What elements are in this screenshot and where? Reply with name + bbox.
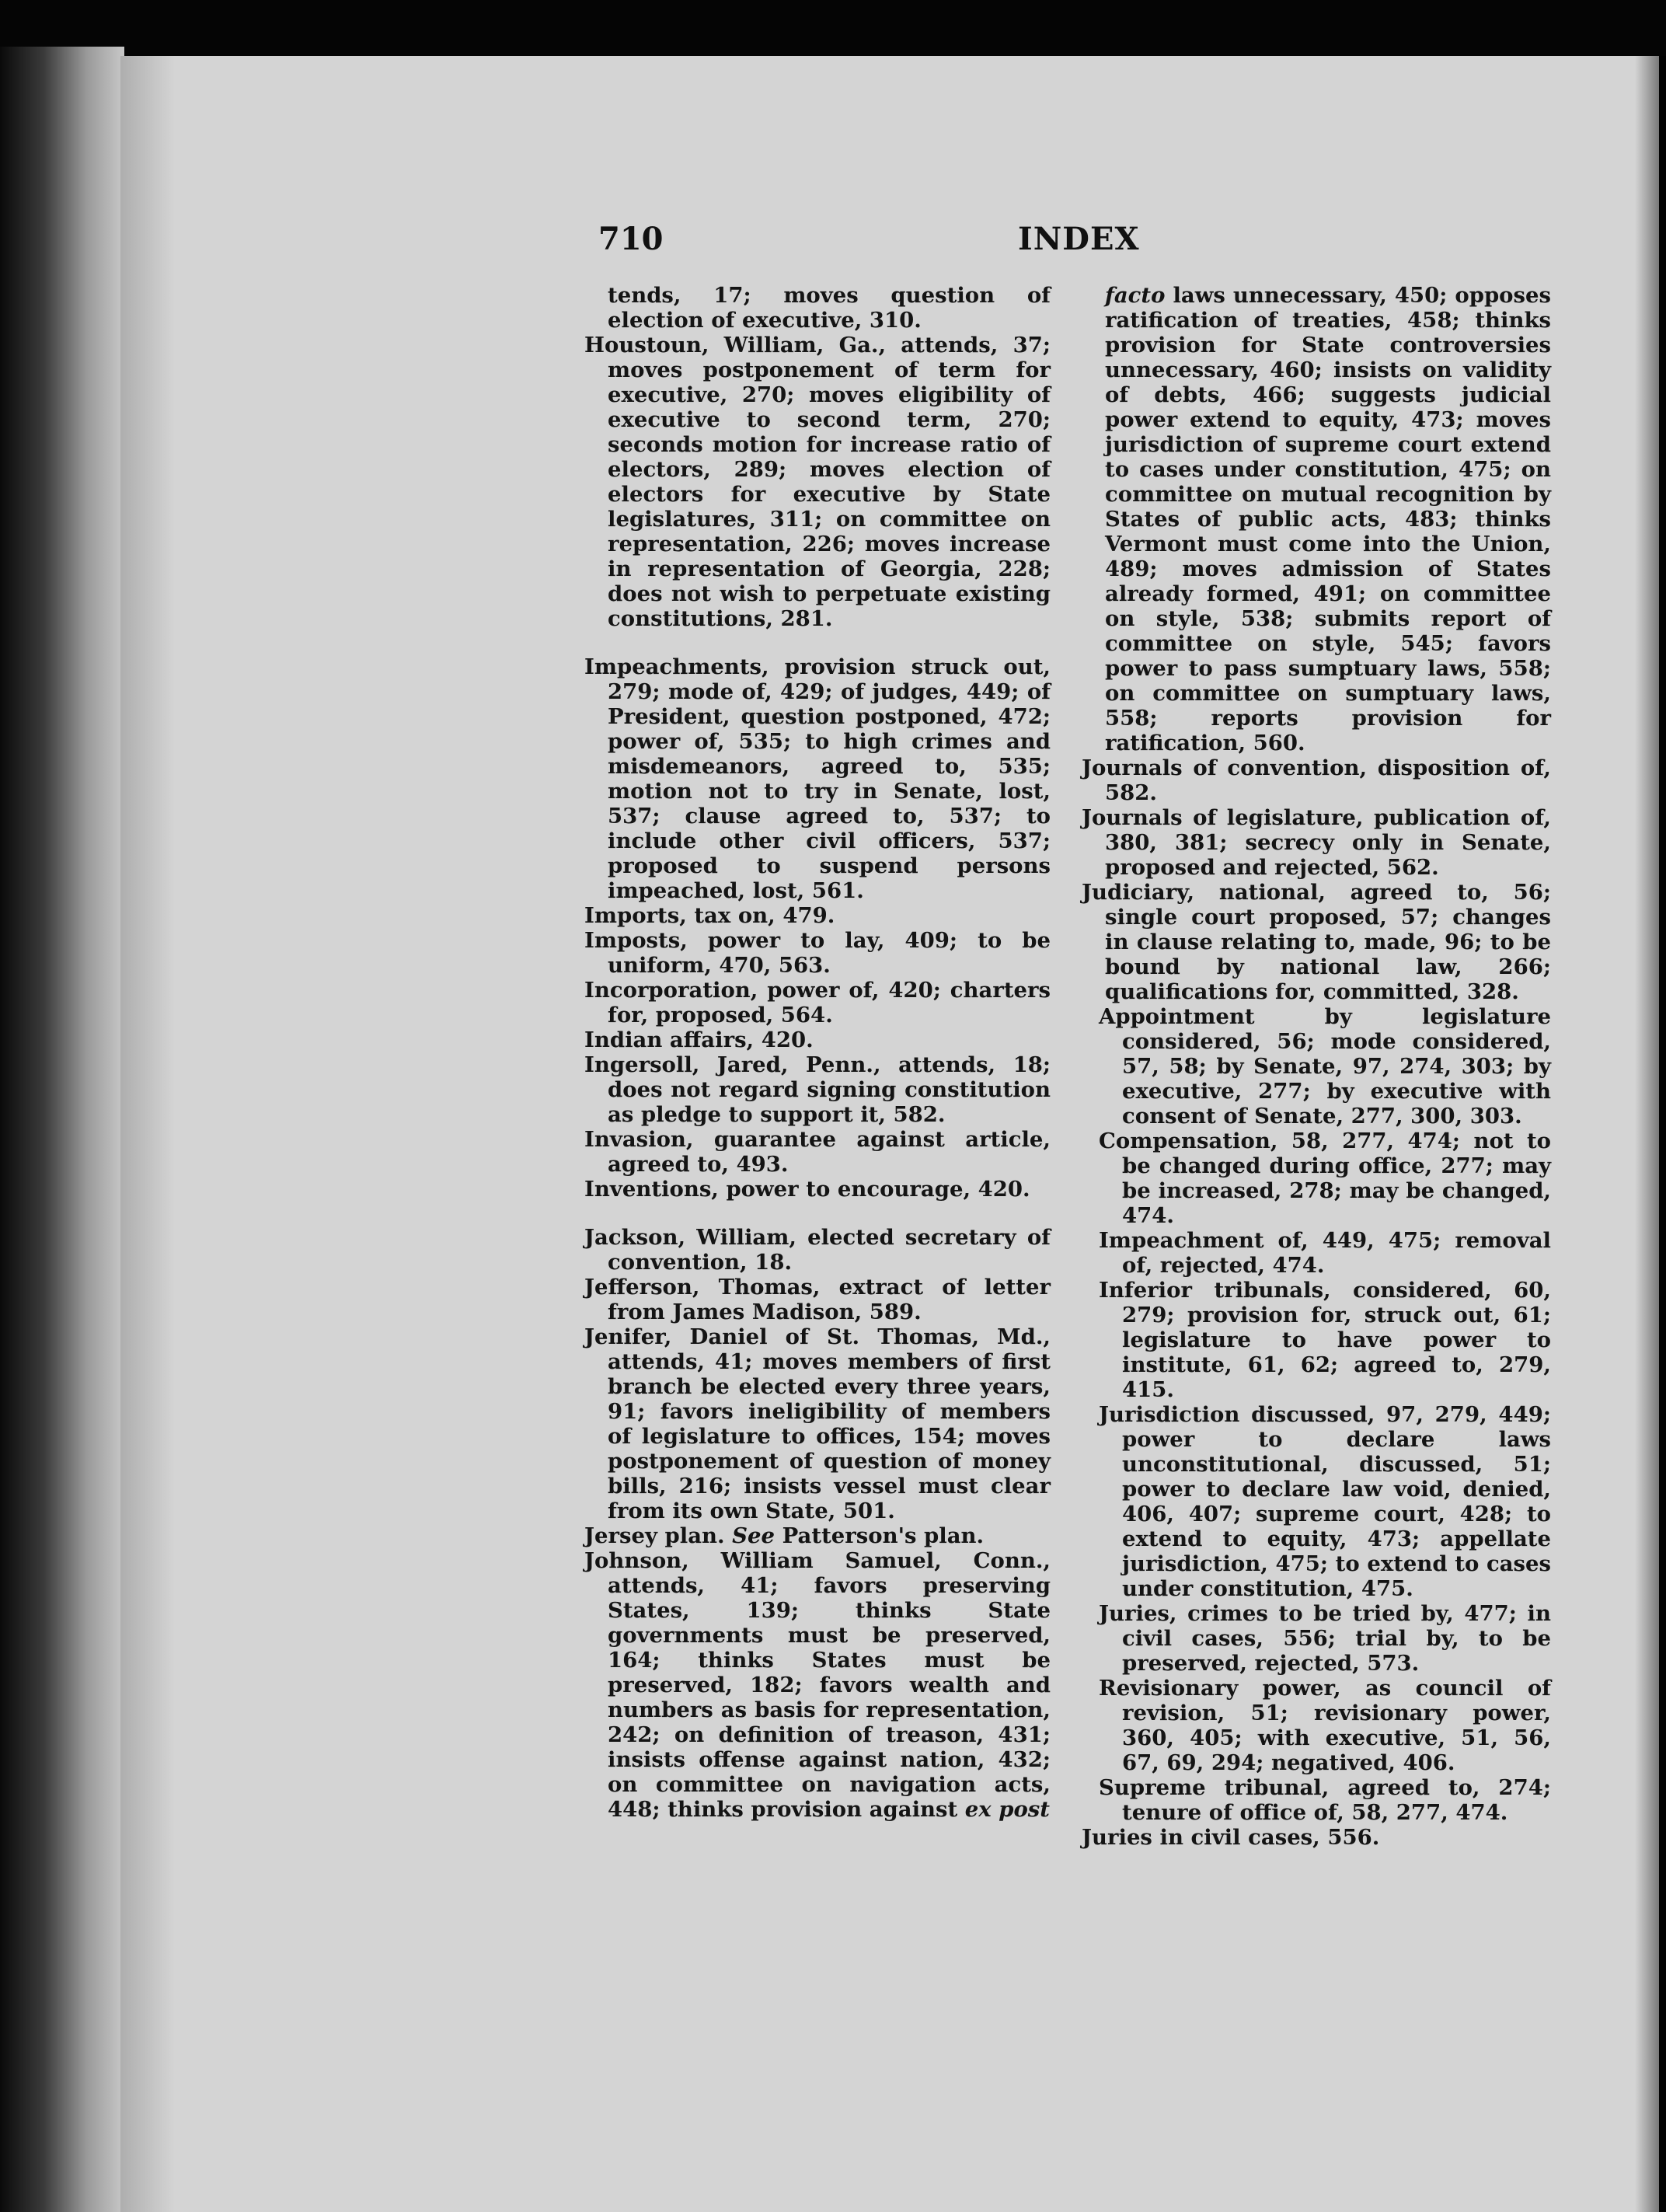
index-entry: Juries in civil cases, 556.: [1082, 1825, 1380, 1850]
latin-term: facto: [1105, 283, 1166, 308]
index-entry: [584, 1548, 1051, 1822]
running-head: INDEX: [1018, 221, 1140, 257]
index-entry: Indian affairs, 420.: [584, 1027, 814, 1052]
index-subentry: Inferior tribunals, considered, 60, 279; provision for, struck out, 61; legislature to have power to institute, 61, 62; agreed to, 279, 415.: [1099, 1278, 1551, 1402]
index-entry: Judiciary, national, agreed to, 56; single court proposed, 57; changes in clause relating to, made, 96; to be bound by national law, 266; qualifications for, committed, 328.: [1082, 880, 1551, 1004]
index-entry-continued: tends, 17; moves question of election of executive, 310.: [608, 283, 1051, 333]
index-entry: Impeachments, provision struck out, 279; mode of, 429; of judges, 449; of President, question postponed, 472; power of, 535; to high crimes and misdemeanors, agreed to, 535; motion not to try in Senate, lost, 537; clause agreed to, 537; to include other civil officers, 537; proposed to suspend persons impeached, lost, 561.: [584, 654, 1051, 903]
index-column-right: [1082, 283, 1551, 1850]
index-entry: Incorporation, power of, 420; charters for, proposed, 564.: [584, 978, 1051, 1027]
index-subentry: Supreme tribunal, agreed to, 274; tenure of office of, 58, 277, 474.: [1099, 1775, 1551, 1825]
latin-term: ex post: [964, 1797, 1050, 1822]
entry-text: Jersey plan.: [584, 1523, 733, 1548]
entry-text: Johnson, William Samuel, Conn., attends, 41; favors preserving States, 139; thinks State governments must be preserved, 164; thinks States must be preserved, 182; favors wealth and numbers as basis for representation, 242; on definition of treason, 431; insists offense against nation, 432; on committee on navigation acts, 448; thinks provision against: [584, 1548, 1051, 1822]
index-entry: Houstoun, William, Ga., attends, 37; moves postponement of term for executive, 270; moves eligibility of executive to second term, 270; seconds motion for increase ratio of electors, 289; moves election of electors for executive by State legislatures, 311; on committee on representation, 226; moves increase in representation of Georgia, 228; does not wish to perpetuate existing constitutions, 281.: [584, 333, 1051, 631]
entry-text: Patterson's plan.: [775, 1523, 985, 1548]
see-reference: See: [732, 1523, 775, 1548]
index-subentry: Juries, crimes to be tried by, 477; in civil cases, 556; trial by, to be preserved, rejected, 573.: [1099, 1601, 1551, 1676]
entry-gap: [584, 631, 1051, 654]
entry-gap: [584, 1202, 1051, 1225]
index-subentry: Jurisdiction discussed, 97, 279, 449; power to declare laws unconstitutional, discussed, 51; power to declare law void, denied, 406, 407; supreme court, 428; to extend to equity, 473; appellate jurisdiction, 475; to extend to cases under constitution, 475.: [1099, 1402, 1551, 1601]
page-header: [598, 221, 1140, 267]
index-entry: Invasion, guarantee against article, agreed to, 493.: [584, 1127, 1051, 1177]
index-entry: Ingersoll, Jared, Penn., attends, 18; does not regard signing constitution as pledge to support it, 582.: [584, 1052, 1051, 1127]
index-entry: [584, 1523, 1051, 1548]
index-entry: Inventions, power to encourage, 420.: [584, 1177, 1030, 1202]
index-entry: Journals of convention, disposition of, 582.: [1082, 755, 1551, 805]
index-subentry: Revisionary power, as council of revision, 51; revisionary power, 360, 405; with executive, 51, 56, 67, 69, 294; negatived, 406.: [1099, 1676, 1551, 1775]
index-subentry: Appointment by legislature considered, 56; mode considered, 57, 58; by Senate, 97, 274, 303; by executive, 277; by executive with consent of Senate, 277, 300, 303.: [1099, 1004, 1551, 1129]
index-column-left: [584, 283, 1051, 1822]
index-subentry: Compensation, 58, 277, 474; not to be changed during office, 277; may be increased, 278; may be changed, 474.: [1099, 1129, 1551, 1228]
book-spine-edge: [0, 47, 124, 2212]
page-edge-shadow: [1635, 56, 1666, 2212]
index-entry: Journals of legislature, publication of, 380, 381; secrecy only in Senate, proposed and rejected, 562.: [1082, 805, 1551, 880]
index-subentry: Impeachment of, 449, 475; removal of, rejected, 474.: [1099, 1228, 1551, 1278]
index-entry: Jackson, William, elected secretary of convention, 18.: [584, 1225, 1051, 1275]
index-entry: Imposts, power to lay, 409; to be uniform, 470, 563.: [584, 928, 1051, 978]
index-entry: Jefferson, Thomas, extract of letter from James Madison, 589.: [584, 1275, 1051, 1324]
entry-text: laws unnecessary, 450; opposes ratification of treaties, 458; thinks provision for State controversies unnecessary, 460; insists on validity of debts, 466; suggests judicial power extend to equity, 473; moves jurisdiction of supreme court extend to cases under constitution, 475; on committee on mutual recognition by States of public acts, 483; thinks Vermont must come into the Union, 489; moves admission of States already formed, 491; on committee on style, 538; submits report of committee on style, 545; favors power to pass sumptuary laws, 558; on committee on sumptuary laws, 558; reports provision for ratification, 560.: [1105, 283, 1551, 755]
index-entry: Jenifer, Daniel of St. Thomas, Md., attends, 41; moves members of first branch be elected every three years, 91; favors ineligibility of members of legislature to offices, 154; moves postponement of question of money bills, 216; insists vessel must clear from its own State, 501.: [584, 1324, 1051, 1523]
index-entry-continued: [1082, 283, 1551, 755]
page-number: 710: [598, 221, 664, 257]
index-entry: Imports, tax on, 479.: [584, 903, 835, 928]
